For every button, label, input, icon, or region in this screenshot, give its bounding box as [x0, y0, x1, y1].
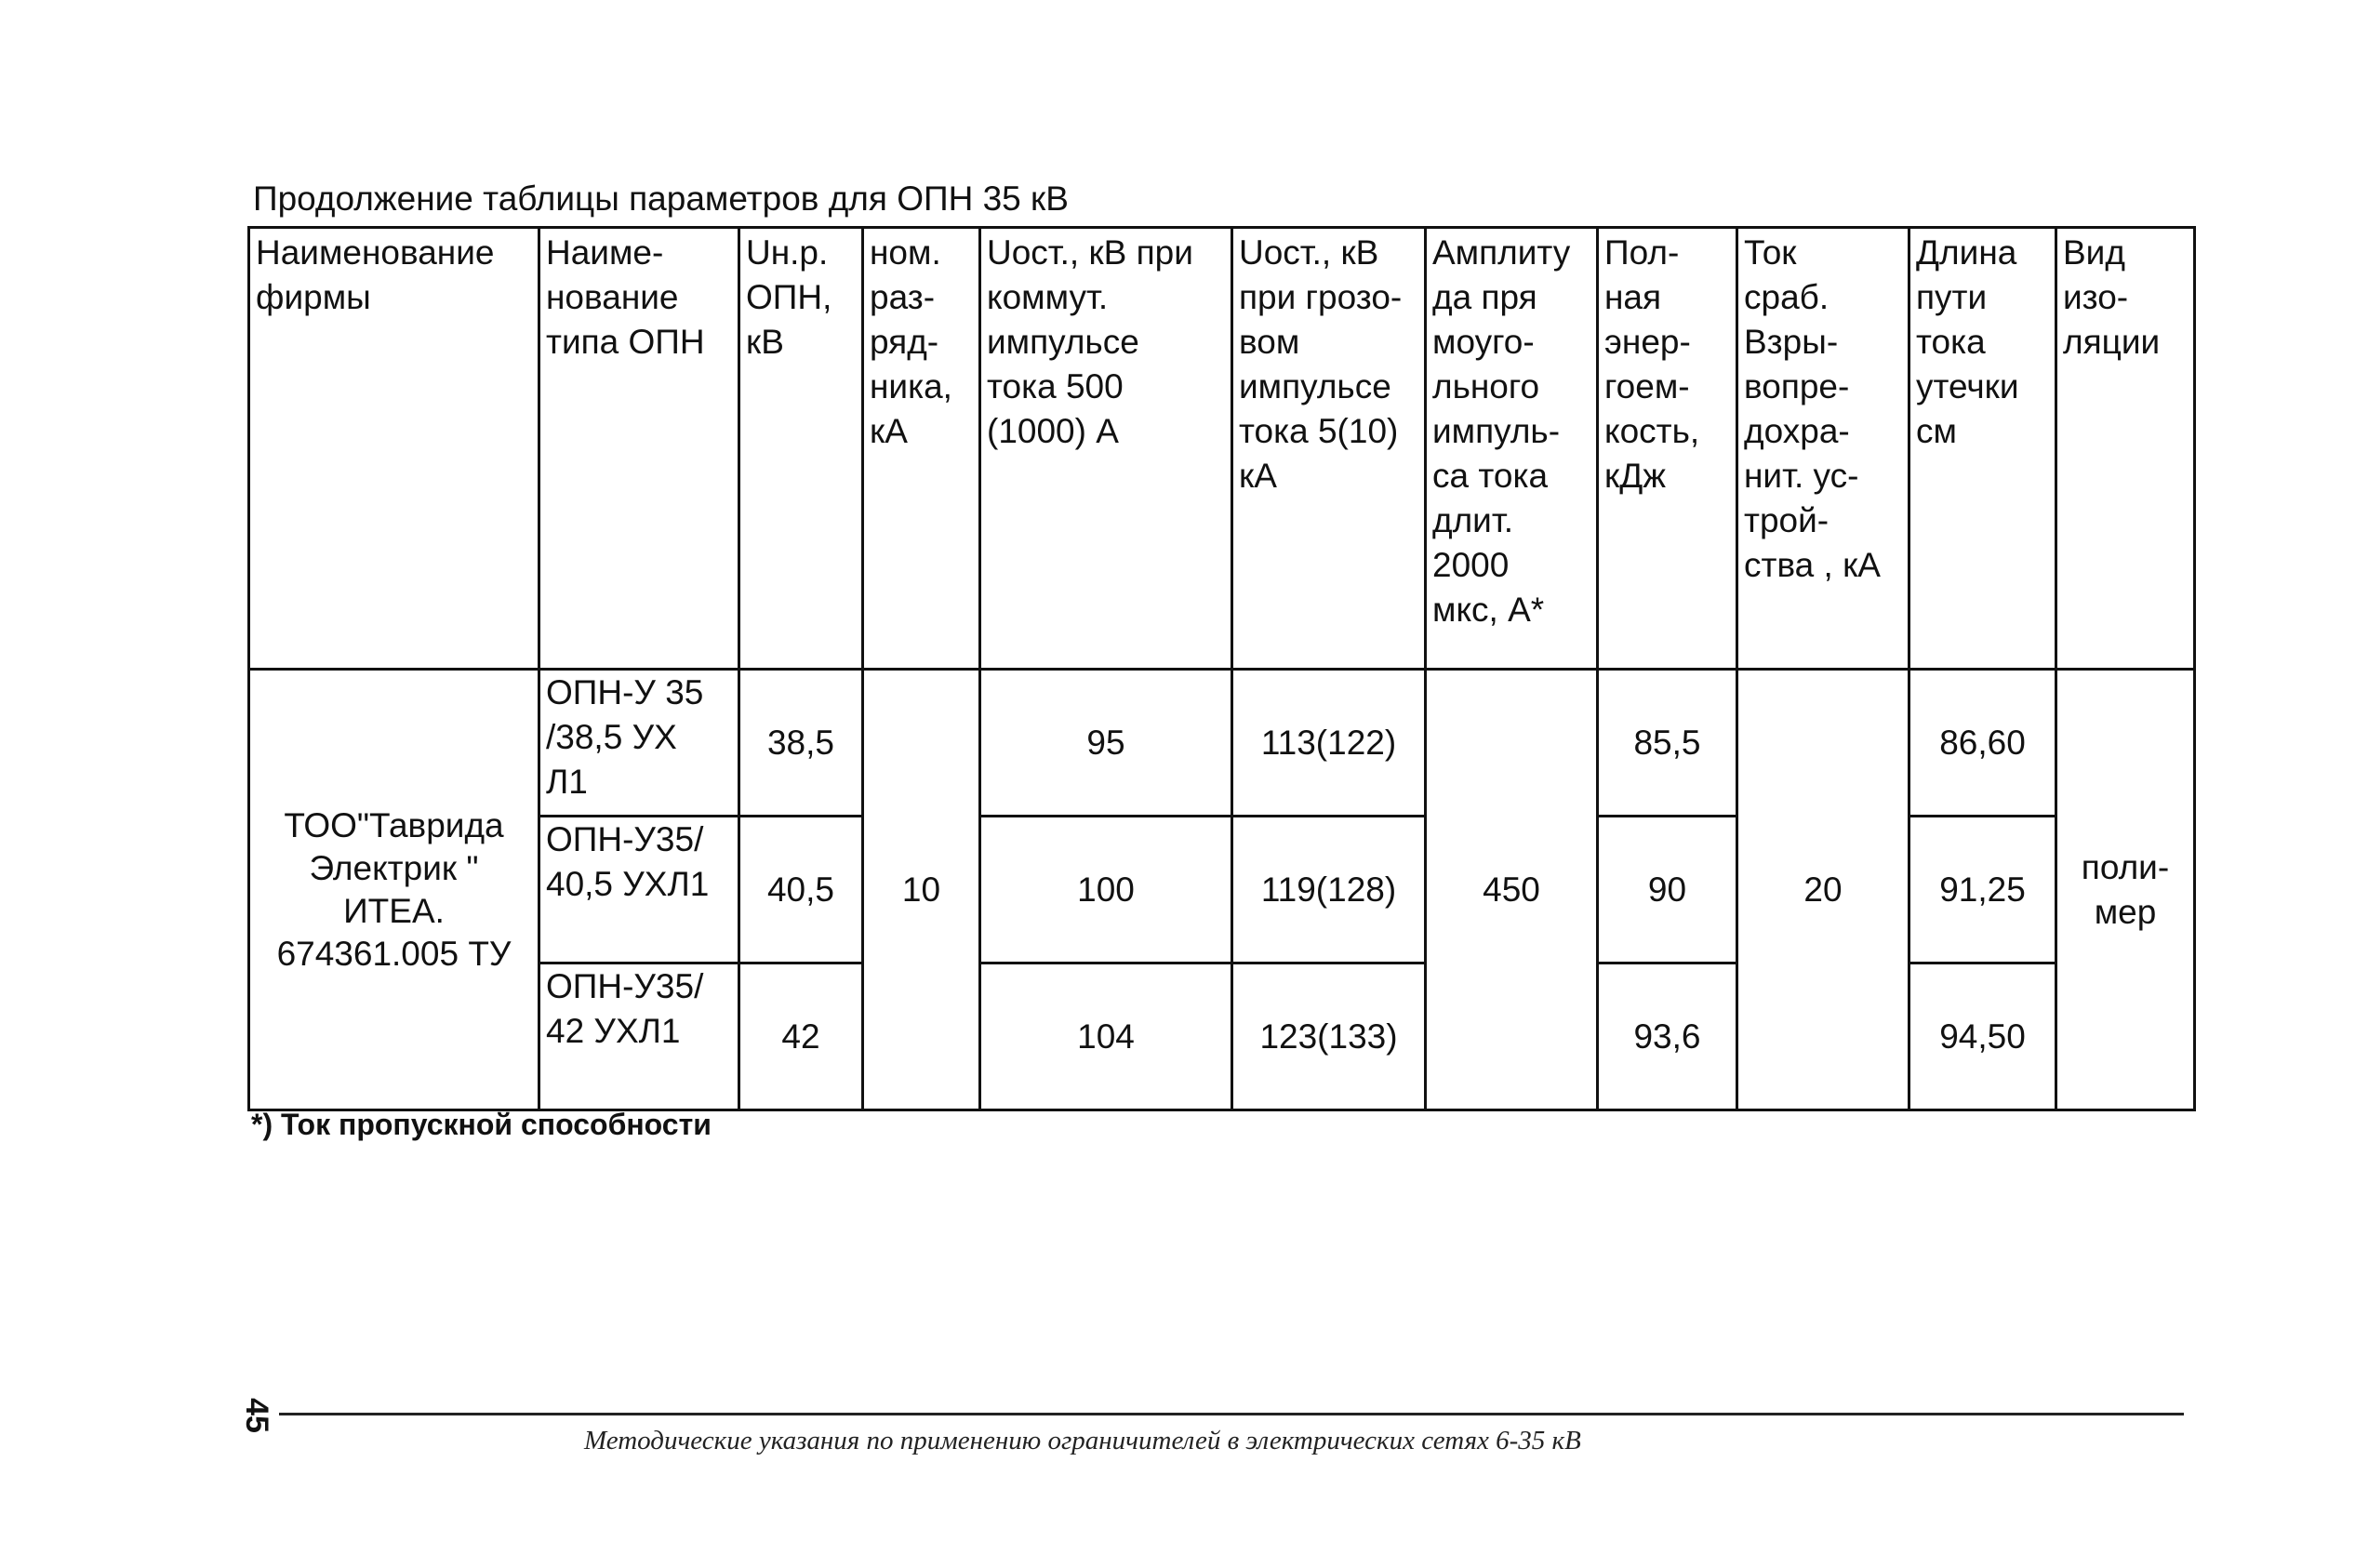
header-cell-type: Наиме- нование типа ОПН: [539, 228, 739, 670]
energy-cell: 85,5: [1598, 670, 1737, 817]
header-cell-energy: Пол- ная энер- гоем- кость, кДж: [1598, 228, 1737, 670]
unr-cell: 40,5: [739, 817, 863, 963]
amplitude-cell: 450: [1426, 670, 1598, 1110]
header-row: [249, 228, 2195, 670]
uost-lightning-cell: 113(122): [1232, 670, 1426, 817]
unr-cell: 42: [739, 963, 863, 1110]
table-caption: Продолжение таблицы параметров для ОПН 35 кВ: [253, 179, 1069, 218]
uost-switching-cell: 104: [980, 963, 1232, 1110]
header-cell-insulation: Вид изо- ляции: [2056, 228, 2195, 670]
header-cell-uost-lightning: Uост., кВ при грозо- вом импульсе тока 5(10) кА: [1232, 228, 1426, 670]
nom-discharge-cell: 10: [863, 670, 980, 1110]
header-cell-amplitude: Амплиту да пря моуго- льного импуль- са тока длит. 2000 мкс, А*: [1426, 228, 1598, 670]
leak-length-cell: 91,25: [1909, 817, 2056, 963]
uost-switching-cell: 100: [980, 817, 1232, 963]
type-cell: ОПН-У 35 /38,5 УХ Л1: [539, 670, 739, 817]
header-cell-firm: Наименование фирмы: [249, 228, 539, 670]
header-cell-unr: Uн.р. ОПН, кВ: [739, 228, 863, 670]
footnote: *) Ток пропускной способности: [251, 1108, 712, 1141]
running-footer: Методические указания по применению ограничителей в электрических сетях 6-35 кВ: [584, 1426, 1581, 1455]
energy-cell: 93,6: [1598, 963, 1737, 1110]
type-cell: ОПН-У35/ 40,5 УХЛ1: [539, 817, 739, 963]
parameters-table: [247, 226, 2196, 1111]
energy-cell: 90: [1598, 817, 1737, 963]
unr-cell: 38,5: [739, 670, 863, 817]
type-cell: ОПН-У35/ 42 УХЛ1: [539, 963, 739, 1110]
page-number: 45: [239, 1398, 274, 1433]
leak-length-cell: 94,50: [1909, 963, 2056, 1110]
header-cell-leak-length: Длина пути тока утечки см: [1909, 228, 2056, 670]
uost-switching-cell: 95: [980, 670, 1232, 817]
uost-lightning-cell: 119(128): [1232, 817, 1426, 963]
header-cell-uost-switching: Uост., кВ при коммут. импульсе тока 500 (1000) А: [980, 228, 1232, 670]
insulation-cell: поли- мер: [2056, 670, 2195, 1110]
footer-divider: [279, 1413, 2184, 1415]
uost-lightning-cell: 123(133): [1232, 963, 1426, 1110]
leak-length-cell: 86,60: [1909, 670, 2056, 817]
table-row: [249, 670, 2195, 817]
trigger-current-cell: 20: [1737, 670, 1909, 1110]
header-cell-nom-discharge: ном. раз- ряд- ника, кА: [863, 228, 980, 670]
header-cell-trigger-current: Ток сраб. Взры- вопре- дохра- нит. ус- трой- ства , кА: [1737, 228, 1909, 670]
firm-cell: ТОО"Таврида Электрик " ИТЕА. 674361.005 ТУ: [249, 670, 539, 1110]
